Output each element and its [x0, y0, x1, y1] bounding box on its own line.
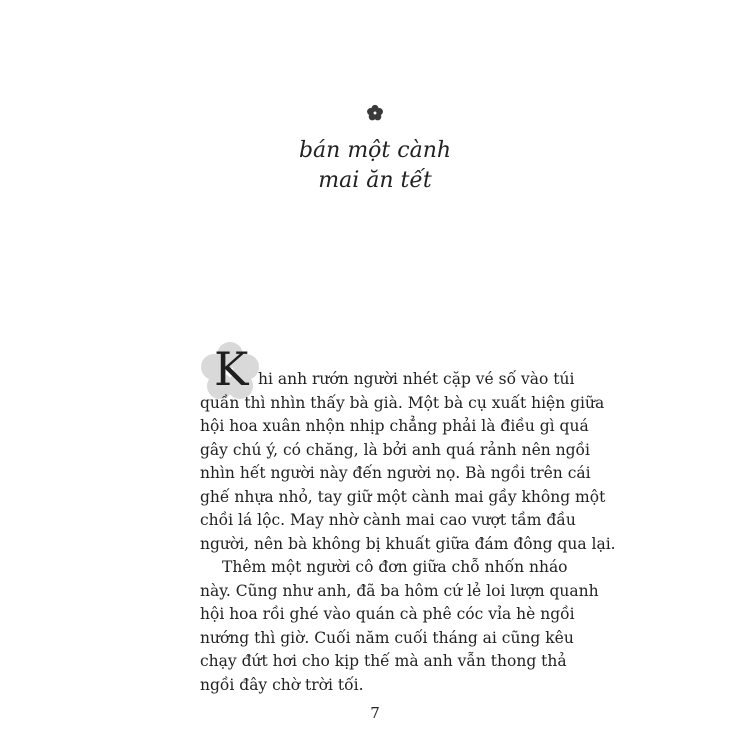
paragraph-1-line-3: hội hoa xuân nhộn nhịp chẳng phải là điều gì quá — [200, 417, 589, 435]
chapter-title — [0, 136, 750, 196]
body-text — [200, 368, 616, 697]
paragraph-2-line-5: chạy đứt hơi cho kịp thế mà anh vẫn thong thả — [200, 652, 567, 670]
page-number: 7 — [370, 704, 380, 722]
paragraph-2-line-4: nướng thì giờ. Cuối năm cuối tháng ai cũng kêu — [200, 628, 574, 647]
paragraph-1-line-2: quần thì nhìn thấy bà già. Một bà cụ xuất hiện giữa — [200, 393, 605, 412]
flower-ornament-icon — [366, 104, 384, 122]
paragraph-2-line-2: này. Cũng như anh, đã ba hôm cứ lẻ loi lượn quanh — [200, 581, 599, 600]
chapter-title-line-1: bán một cành — [298, 138, 452, 163]
paragraph-1-line-8: người, nên bà không bị khuất giữa đám đông qua lại. — [200, 534, 616, 553]
dropcap-letter: K — [214, 342, 249, 396]
paragraph-1-line-6: ghế nhựa nhỏ, tay giữ một cành mai gầy không một — [200, 487, 606, 506]
paragraph-1-line-7: chồi lá lộc. May nhờ cành mai cao vượt tầm đầu — [200, 511, 576, 529]
paragraph-2-line-3: hội hoa rồi ghé vào quán cà phê cóc vỉa hè ngồi — [200, 605, 575, 623]
paragraph-1-line-4: gây chú ý, có chăng, là bởi anh quá rảnh nên ngồi — [200, 440, 590, 459]
paragraph-1-line-5: nhìn hết người này đến người nọ. Bà ngồi trên cái — [200, 464, 591, 482]
paragraph-1-line-1: hi anh rướn người nhét cặp vé số vào túi — [258, 370, 575, 388]
paragraph-2-line-1: Thêm một người cô đơn giữa chỗ nhốn nháo — [222, 558, 568, 576]
chapter-title-line-2: mai ăn tết — [318, 168, 432, 193]
paragraph-2-line-6: ngồi đây chờ trời tối. — [200, 675, 364, 694]
